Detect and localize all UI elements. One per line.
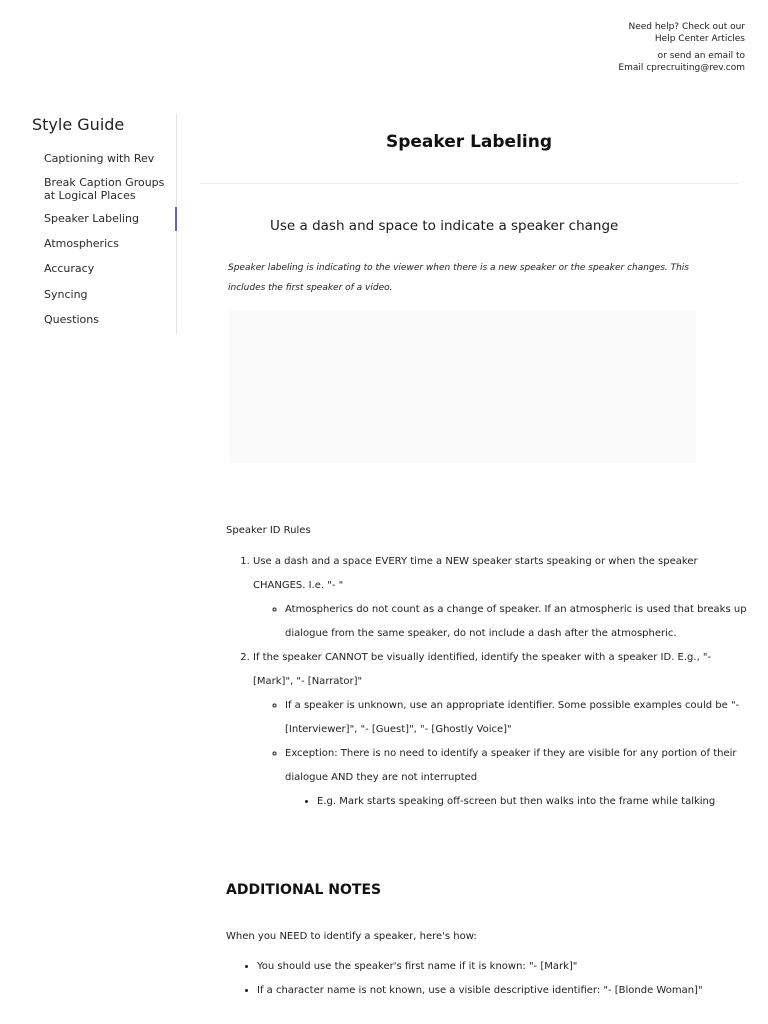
help-center-link[interactable]: Help Center Articles: [654, 33, 745, 44]
help-box: [618, 22, 745, 74]
sub-rule-text: Exception: There is no need to identify a speaker if they are visible for any portion of their dialogue AND they are not interrupted: [285, 748, 737, 783]
divider: [200, 183, 738, 184]
active-indicator: [175, 207, 177, 231]
list-item: • You should use the speaker's first name if it is known: "- [Mark]": [257, 955, 757, 979]
intro-text: Speaker labeling is indicating to the viewer when there is a new speaker or the speaker changes. This includes the first speaker of a video.: [228, 263, 689, 293]
rules-list: [226, 550, 753, 814]
sidebar: [0, 114, 177, 334]
how-list: [226, 955, 757, 1003]
help-email-link[interactable]: Email cprecruiting@rev.com: [618, 62, 745, 73]
section-subheading: Use a dash and space to indicate a speaker change: [270, 218, 619, 234]
additional-notes-heading: ADDITIONAL NOTES: [226, 882, 382, 898]
sidebar-item-speaker-labeling[interactable]: Speaker Labeling: [44, 212, 139, 225]
sidebar-item-break-caption-groups[interactable]: Break Caption Groups at Logical Places: [44, 176, 165, 202]
list-item: • E.g. Mark starts speaking off-screen but then walks into the frame while talking: [317, 790, 753, 814]
list-item: ◦ Atmospherics do not count as a change of speaker. If an atmospheric is used that breaks up dialogue from the same speaker, do not include a dash after the atmospheric.: [285, 598, 753, 646]
list-item: [253, 646, 753, 814]
list-item: [285, 742, 753, 814]
sidebar-item-atmospherics[interactable]: Atmospherics: [44, 237, 119, 250]
sidebar-title: Style Guide: [32, 115, 125, 134]
sidebar-item-questions[interactable]: Questions: [44, 313, 99, 326]
rules-label: Speaker ID Rules: [226, 525, 311, 536]
list-item: ◦ If a speaker is unknown, use an appropriate identifier. Some possible examples could be "- [Interviewer]", "- [Guest]", "- [Ghostly Voice]": [285, 694, 753, 742]
rule-text: If the speaker CANNOT be visually identified, identify the speaker with a speaker ID. E.g., "- [Mark]", "- [Narrator]": [253, 652, 712, 687]
rule-text: Use a dash and a space EVERY time a NEW speaker starts speaking or when the speaker CHANGES. I.e. "- ": [253, 556, 698, 591]
list-item: • If a character name is not known, use a visible descriptive identifier: "- [Blonde Woman]": [257, 979, 757, 1003]
page-title: Speaker Labeling: [385, 132, 553, 152]
help-line-3: or send an email to: [657, 51, 745, 61]
video-embed[interactable]: [229, 310, 696, 463]
list-item: [253, 550, 753, 646]
help-line-1: Need help? Check out our: [628, 22, 745, 32]
need-text: When you NEED to identify a speaker, here's how:: [226, 931, 477, 942]
sidebar-item-syncing[interactable]: Syncing: [44, 288, 88, 301]
sidebar-item-accuracy[interactable]: Accuracy: [44, 262, 95, 275]
sidebar-item-captioning-with-rev[interactable]: Captioning with Rev: [44, 152, 155, 165]
